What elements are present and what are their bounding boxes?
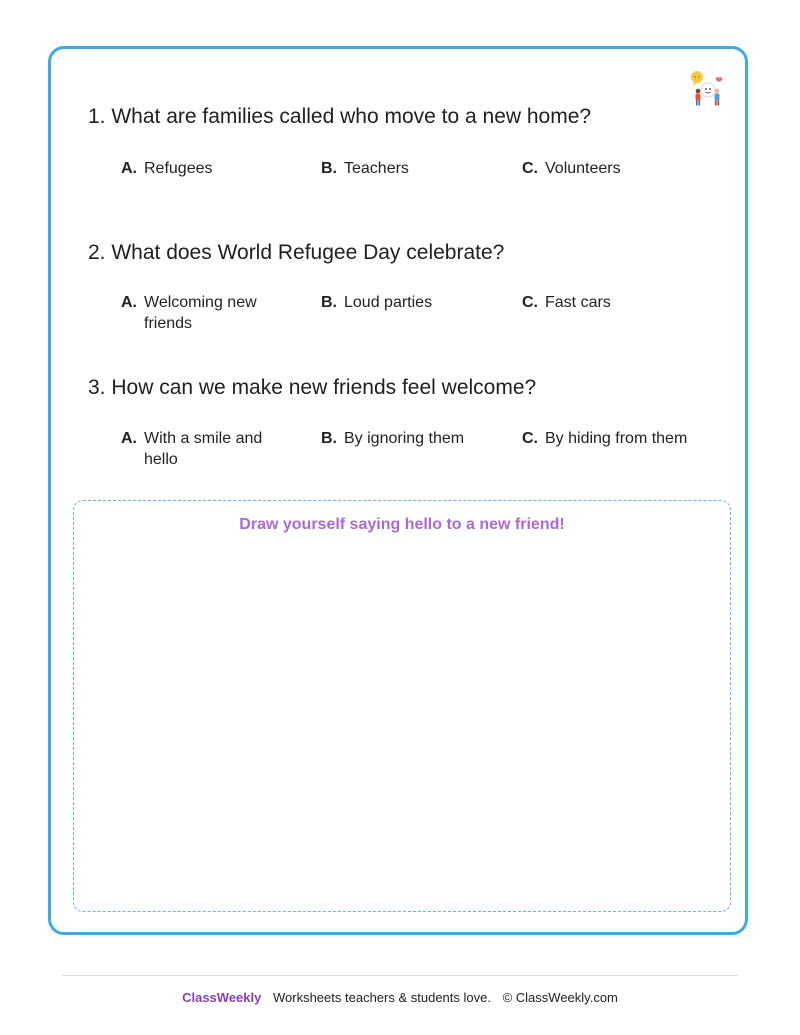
option-text: Welcoming new friends bbox=[144, 294, 257, 332]
option-letter: C. bbox=[522, 294, 538, 311]
footer bbox=[0, 990, 800, 1005]
option-c[interactable] bbox=[522, 292, 730, 313]
option-text: With a smile and hello bbox=[144, 430, 263, 468]
question-1-options bbox=[121, 158, 721, 208]
drawing-prompt: Draw yourself saying hello to a new friend! bbox=[239, 516, 565, 533]
option-a[interactable] bbox=[121, 158, 294, 179]
footer-copyright: © ClassWeekly.com bbox=[502, 990, 618, 1005]
option-b[interactable] bbox=[321, 428, 494, 449]
option-letter: A. bbox=[121, 294, 137, 311]
option-text: Refugees bbox=[144, 160, 213, 177]
question-3-text: 3. How can we make new friends feel welcome? bbox=[88, 376, 537, 399]
friends-greeting-illustration-icon bbox=[688, 70, 724, 108]
option-a[interactable] bbox=[121, 292, 294, 334]
drawing-area[interactable] bbox=[73, 500, 731, 912]
option-letter: B. bbox=[321, 430, 337, 447]
option-text: Volunteers bbox=[545, 160, 621, 177]
option-text: Loud parties bbox=[344, 294, 433, 311]
option-c[interactable] bbox=[522, 158, 730, 179]
option-letter: B. bbox=[321, 294, 337, 311]
option-text: Teachers bbox=[344, 160, 409, 177]
option-b[interactable] bbox=[321, 158, 494, 179]
option-letter: A. bbox=[121, 430, 137, 447]
option-text: By hiding from them bbox=[545, 430, 688, 447]
footer-brand: ClassWeekly bbox=[182, 990, 262, 1005]
option-a[interactable] bbox=[121, 428, 294, 470]
question-2-text: 2. What does World Refugee Day celebrate? bbox=[88, 241, 505, 264]
option-text: By ignoring them bbox=[344, 430, 465, 447]
option-letter: C. bbox=[522, 430, 538, 447]
footer-divider bbox=[62, 975, 738, 976]
question-3-options bbox=[121, 428, 721, 478]
question-1-text: 1. What are families called who move to a new home? bbox=[88, 105, 592, 128]
footer-tagline: Worksheets teachers & students love. bbox=[272, 990, 491, 1005]
question-2-options bbox=[121, 292, 721, 342]
option-text: Fast cars bbox=[545, 294, 611, 311]
option-b[interactable] bbox=[321, 292, 494, 313]
option-c[interactable] bbox=[522, 428, 730, 449]
option-letter: B. bbox=[321, 160, 337, 177]
option-letter: A. bbox=[121, 160, 137, 177]
option-letter: C. bbox=[522, 160, 538, 177]
